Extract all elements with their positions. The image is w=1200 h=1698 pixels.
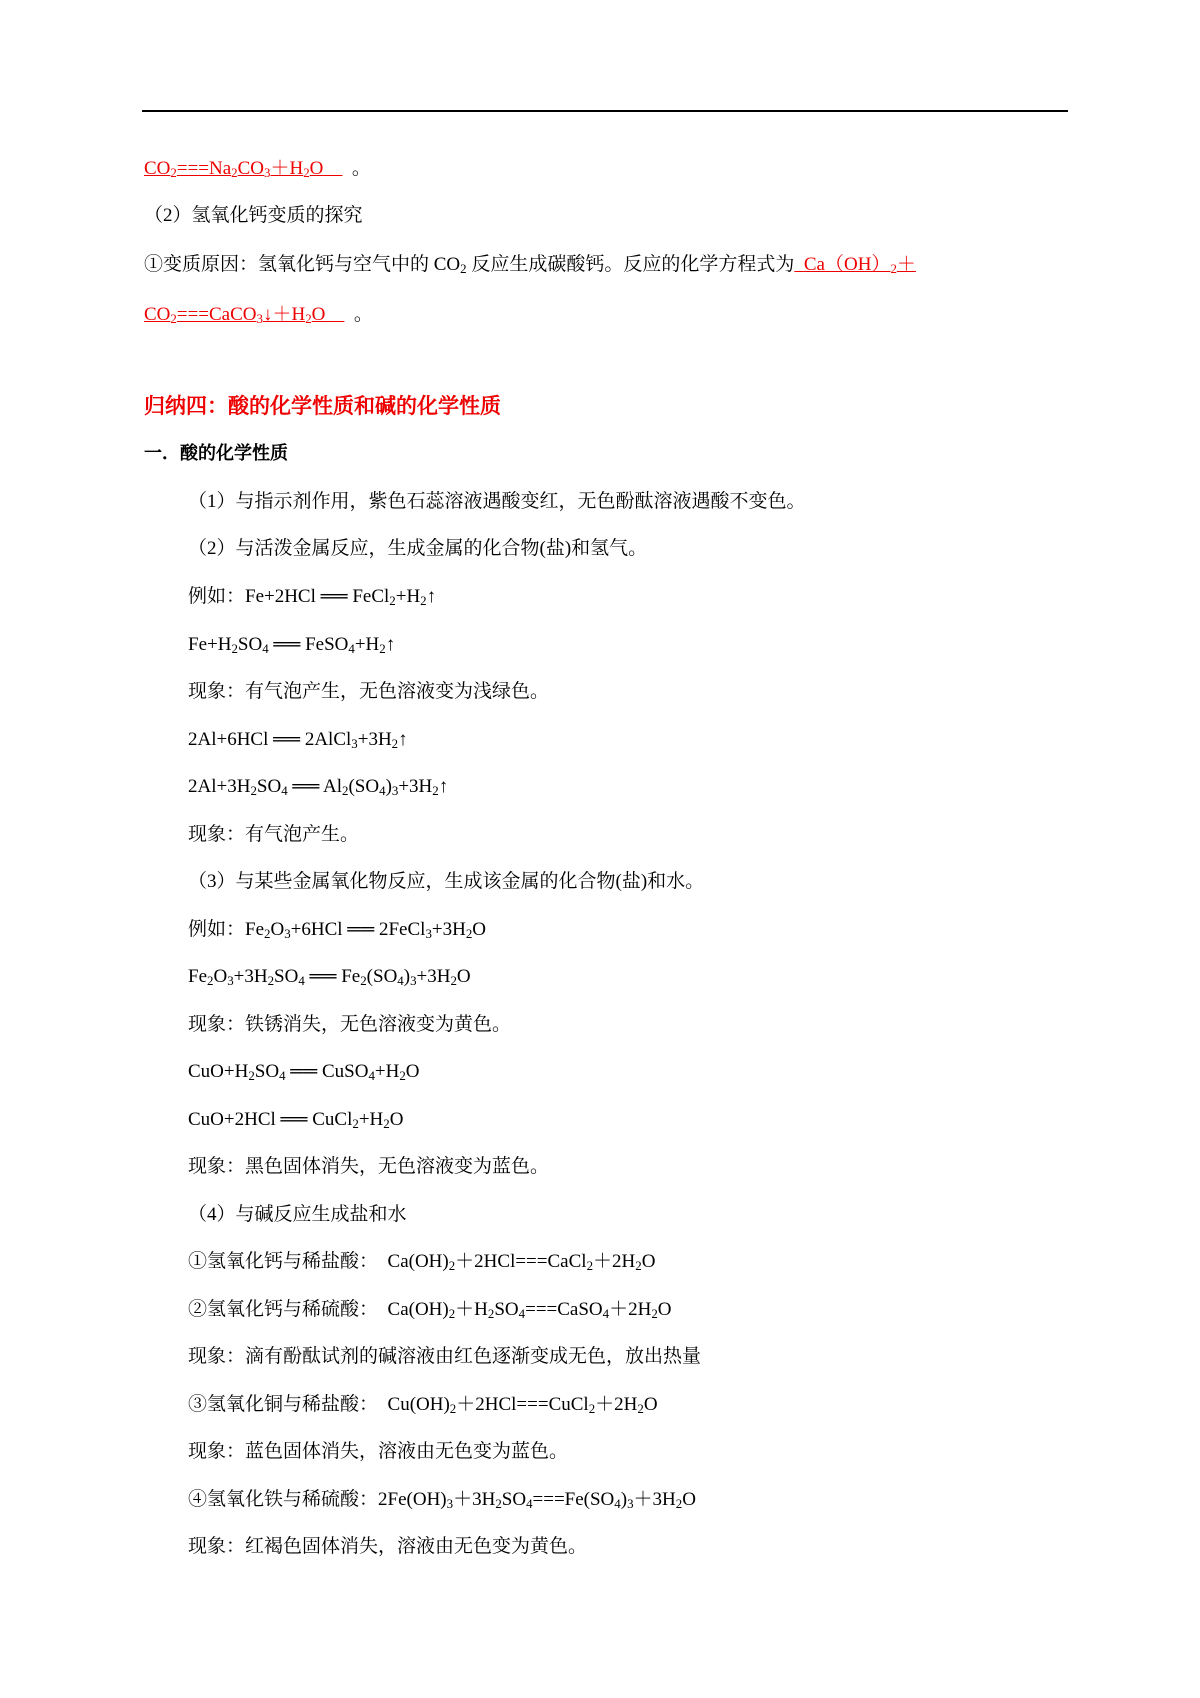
answer-line-caoh: $CO_2===CaCO_3↓+H_2O$ 。 xyxy=(144,304,373,327)
equation-fe-h2so4: $Fe+H_2SO_4$ ══ $FeSO_4+H_2↑$ xyxy=(188,634,396,657)
equation-fe2o3-hcl: 例如：$Fe_2O_3+6HCl$ ══ $2FeCl_3+3H_2O$ xyxy=(188,919,487,942)
equation-cuo-h2so4: $CuO+H_2SO_4$ ══ $CuSO_4+H_2O$ xyxy=(188,1061,420,1084)
phenomenon-cuo: 现象：黑色固体消失，无色溶液变为蓝色。 xyxy=(188,1156,550,1177)
answer-caco3: $CO_2===CaCO_3↓+H_2O$ xyxy=(144,304,326,327)
phenomenon-rust: 现象：铁锈消失，无色溶液变为黄色。 xyxy=(188,1014,512,1035)
equation-cuo-hcl: CuO+2HCl ══ $CuCl_2+H_2O$ xyxy=(188,1109,404,1132)
item-ca-oh-explore: （2）氢氧化钙变质的探究 xyxy=(144,205,363,226)
reaction-caoh-hcl: ①氢氧化钙与稀盐酸： $Ca(OH)_2+2HCl===CaCl_2+2H_2O$ xyxy=(188,1251,656,1274)
reaction-caoh-h2so4: ②氢氧化钙与稀硫酸： $Ca(OH)_2+H_2SO_4===CaSO_4+2H_2O$ xyxy=(188,1299,672,1322)
reaction-cuoh-hcl: ③氢氧化铜与稀盐酸： $Cu(OH)_2+2HCl===CuCl_2+2H_2O$ xyxy=(188,1394,658,1417)
equation-fe-hcl: 例如：Fe+2HCl ══ $FeCl_2+H_2↑$ xyxy=(188,586,437,609)
header-rule xyxy=(142,110,1068,112)
acid-indicator: （1）与指示剂作用，紫色石蕊溶液遇酸变红，无色酚酞溶液遇酸不变色。 xyxy=(188,491,806,512)
phenomenon-phenolphthalein: 现象：滴有酚酞试剂的碱溶液由红色逐渐变成无色，放出热量 xyxy=(188,1346,702,1367)
reaction-feoh-h2so4: ④氢氧化铁与稀硫酸：$2Fe(OH)_3+3H_2SO_4===Fe(SO_4)_3+3H_2O$ xyxy=(188,1489,696,1512)
answer-line-naoh: $CO_2===Na_2CO_3+H_2O$ 。 xyxy=(144,158,371,181)
deterioration-reason: ①变质原因：氢氧化钙与空气中的 $CO_2$ 反应生成碳酸钙。反应的化学方程式为 $Ca(OH)_2+$ xyxy=(144,254,916,277)
answer-ca-oh: $Ca(OH)_2+$ xyxy=(803,254,916,277)
answer-naoh-co2: $CO_2===Na_2CO_3+H_2O$ xyxy=(144,158,324,181)
acid-base: （4）与碱反应生成盐和水 xyxy=(188,1204,407,1225)
sub-title-acid: 一．酸的化学性质 xyxy=(144,443,288,464)
equation-al-hcl: 2Al+6HCl ══ $2AlCl_3+3H_2↑$ xyxy=(188,729,408,752)
phenomenon-feoh: 现象：红褐色固体消失，溶液由无色变为黄色。 xyxy=(188,1536,588,1557)
phenomenon-fe: 现象：有气泡产生，无色溶液变为浅绿色。 xyxy=(188,681,550,702)
section-title: 归纳四：酸的化学性质和碱的化学性质 xyxy=(144,394,501,418)
phenomenon-al: 现象：有气泡产生。 xyxy=(188,824,360,845)
acid-metal-oxide: （3）与某些金属氧化物反应，生成该金属的化合物(盐)和水。 xyxy=(188,871,705,892)
equation-fe2o3-h2so4: $Fe_2O_3+3H_2SO_4$ ══ $Fe_2(SO_4)_3+3H_2O$ xyxy=(188,966,471,989)
acid-metal: （2）与活泼金属反应，生成金属的化合物(盐)和氢气。 xyxy=(188,538,648,559)
equation-al-h2so4: $2Al+3H_2SO_4$ ══ $Al_2(SO_4)_3+3H_2↑$ xyxy=(188,776,449,799)
phenomenon-cuoh: 现象：蓝色固体消失，溶液由无色变为蓝色。 xyxy=(188,1441,569,1462)
